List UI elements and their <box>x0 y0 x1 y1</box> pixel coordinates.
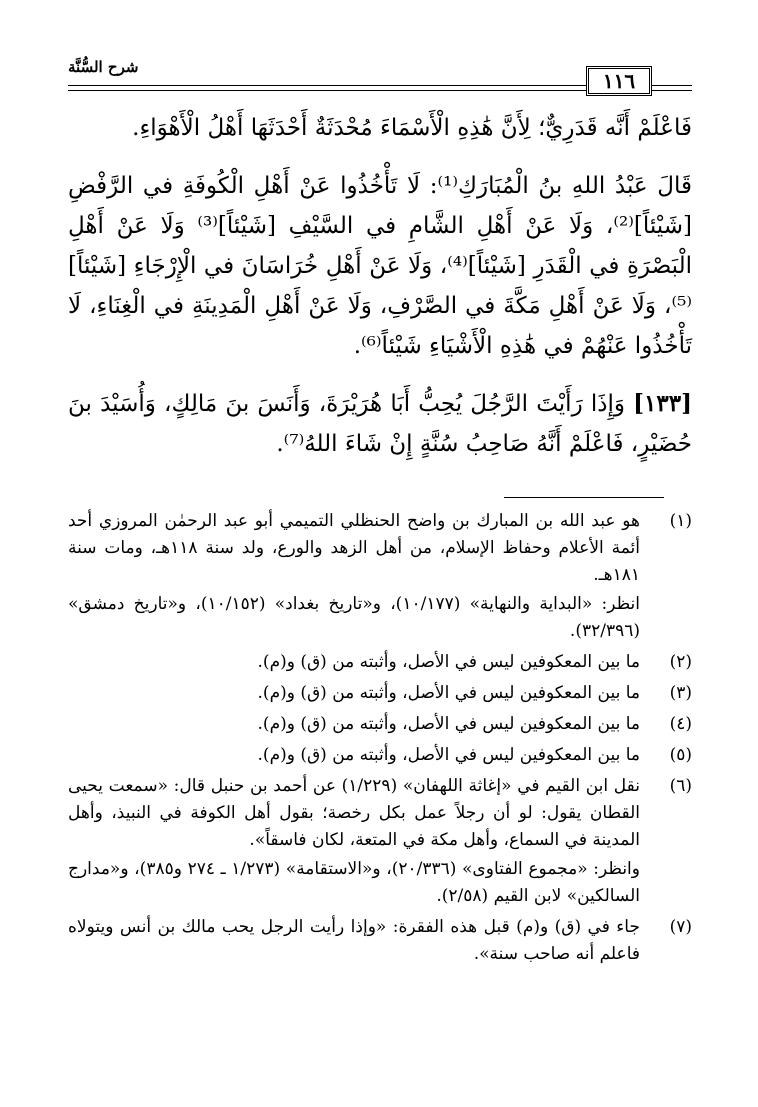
footnotes <box>68 508 692 972</box>
footnote-text: ما بين المعكوفين ليس في الأصل، وأثبته من (ق) و(م). <box>257 683 640 703</box>
footnote-text: ما بين المعكوفين ليس في الأصل، وأثبته من (ق) و(م). <box>257 714 640 734</box>
footnote-number: (٢) <box>669 652 692 672</box>
footnote-text: جاء في (ق) و(م) قبل هذه الفقرة: «وإذا رأيت الرجل يحب مالك بن أنس ويتولاه فاعلم أنه صاحب سنة». <box>68 917 640 964</box>
main-text <box>68 108 692 464</box>
paragraph: قَالَ عَبْدُ اللهِ بنُ الْمُبَارَكِ⁽¹⁾: لَا تَأْخُذُوا عَنْ أَهْلِ الْكُوفَةِ في الرَّفْضِ [شَيْئاً]⁽²⁾، وَلَا عَنْ أَهْلِ الشَّامِ في السَّيْفِ [شَيْئاً]⁽³⁾ وَلَا عَنْ أَهْلِ الْبَصْرَةِ في الْقَدَرِ [شَيْئاً]⁽⁴⁾، وَلَا عَنْ أَهْلِ خُرَاسَانَ في الْإِرْجَاءِ [شَيْئاً]⁽⁵⁾، وَلَا عَنْ أَهْلِ مَكَّةَ في الصَّرْفِ، وَلَا عَنْ أَهْلِ الْمَدِينَةِ في الْغِنَاءِ، لَا تَأْخُذُوا عَنْهُمْ في هَٰذِهِ الْأَشْيَاءِ شَيْئاً⁽⁶⁾. <box>68 173 693 359</box>
footnote <box>68 914 692 968</box>
footnote <box>68 711 692 738</box>
paragraph: فَاعْلَمْ أَنَّه قَدَرِيٌّ؛ لِأَنَّ هَٰذِهِ الْأَسْمَاءَ مُحْدَثَةٌ أَحْدَثَهَا أَهْلُ الْأَهْوَاءِ. <box>132 115 692 141</box>
footnote-number: (٥) <box>669 745 692 765</box>
footnote-text: وانظر: «مجموع الفتاوى» (٢٠/٣٣٦)، و«الاستقامة» (١/٢٧٣ ـ ٢٧٤ و٣٨٥)، و«مدارج السالكين» لابن القيم (٢/٥٨). <box>68 859 640 906</box>
footnote-number: (٧) <box>669 917 692 937</box>
paragraph <box>68 384 692 464</box>
footnote-number: (١) <box>669 511 692 531</box>
footnote <box>68 773 692 910</box>
footnote-number: (٤) <box>669 714 692 734</box>
footnote-text: ما بين المعكوفين ليس في الأصل، وأثبته من (ق) و(م). <box>257 652 640 672</box>
footnote <box>68 680 692 707</box>
footnote <box>68 649 692 676</box>
footnote <box>68 742 692 769</box>
footnote-text: هو عبد الله بن المبارك بن واضح الحنظلي التميمي أبو عبد الرحمٰن المروزي أحد أئمة الأعلام وحفاظ الإسلام، من أهل الزهد والورع، ولد سنة ١١٨هـ، ومات سنة ١٨١هـ. <box>68 511 640 585</box>
footnote-text: نقل ابن القيم في «إغاثة اللهفان» (١/٢٢٩) عن أحمد بن حنبل قال: «سمعت يحيى القطان يقول: لو أن رجلاً عمل بكل رخصة؛ بقول أهل الكوفة في النبيذ، وأهل المدينة في السماع، وأهل مكة في المتعة، لكان فاسقاً». <box>68 776 641 850</box>
footnote-number: (٦) <box>669 776 692 796</box>
footnote-text: ما بين المعكوفين ليس في الأصل، وأثبته من (ق) و(م). <box>257 745 640 765</box>
page-header <box>68 58 692 98</box>
paragraph-number: [١٣٣] <box>633 390 692 417</box>
footnote-separator <box>504 497 664 498</box>
footnote <box>68 508 692 645</box>
page-number: ١١٦ <box>586 66 652 96</box>
footnote-text: انظر: «البداية والنهاية» (١٠/١٧٧)، و«تاريخ بغداد» (١٠/١٥٢)، و«تاريخ دمشق» (٣٢/٣٩٦). <box>68 594 641 641</box>
running-title: شرح السُّنَّة <box>68 58 144 76</box>
paragraph-text: وَإِذَا رَأَيْتَ الرَّجُلَ يُحِبُّ أَبَا هُرَيْرَةَ، وَأَنَسَ بنَ مَالِكٍ، وَأُسَيْدَ بنَ حُضَيْرٍ، فَاعْلَمْ أَنَّهُ صَاحِبُ سُنَّةٍ إِنْ شَاءَ اللهُ⁽⁷⁾. <box>68 391 692 457</box>
footnote-number: (٣) <box>669 683 692 703</box>
